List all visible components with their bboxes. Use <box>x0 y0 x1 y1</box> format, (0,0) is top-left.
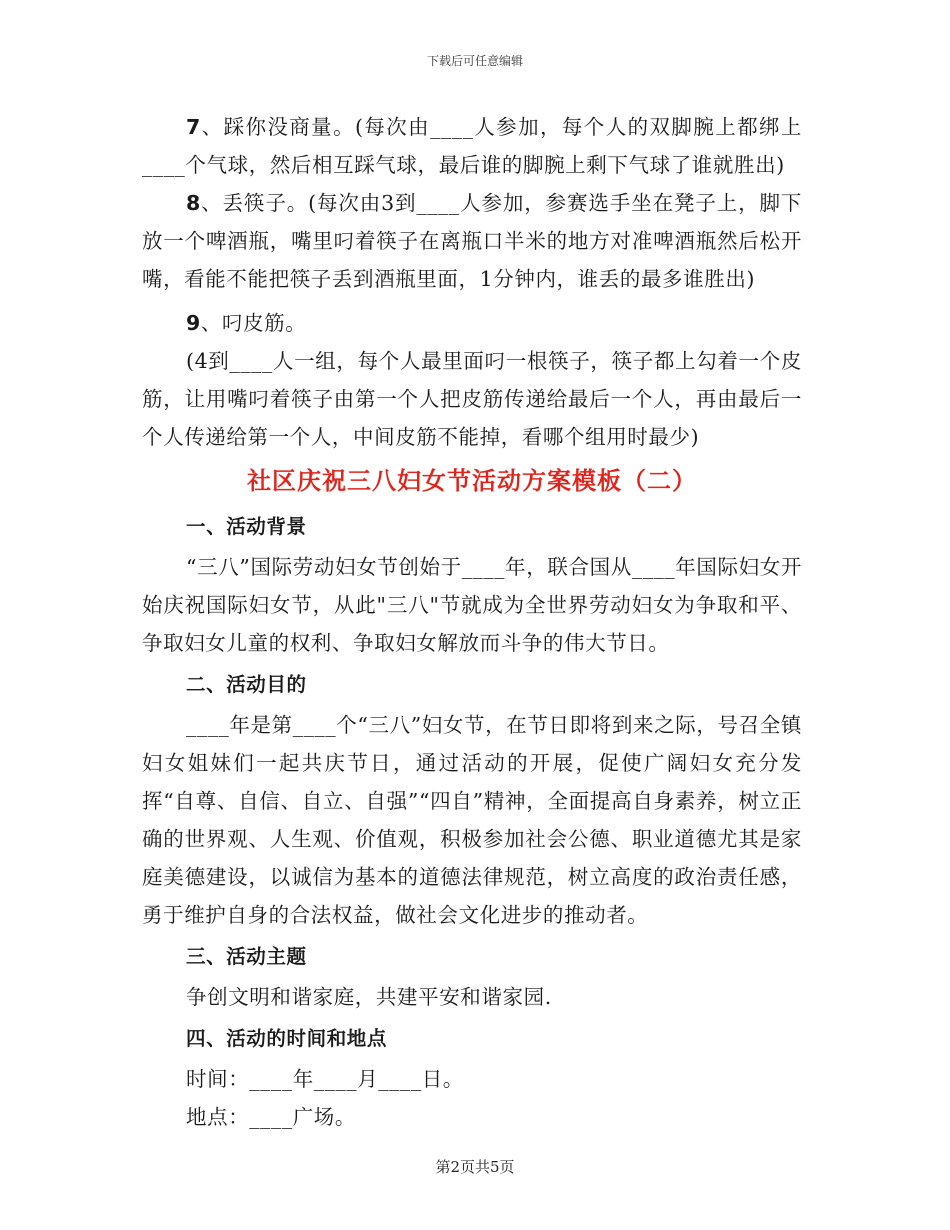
list-item-7 <box>142 108 802 184</box>
section-heading-time-place: 四、活动的时间和地点 <box>186 1027 388 1050</box>
section-place: 地点：____广场。 <box>186 1105 356 1129</box>
section-time: 时间：____年____月____日。 <box>186 1067 464 1091</box>
page-header: 下载后可任意编辑 <box>426 54 523 68</box>
item-number: 7 <box>186 115 201 139</box>
document-title: 社区庆祝三八妇女节活动方案模板（二） <box>247 467 697 495</box>
list-item-9-detail: (4到____人一组，每个人最里面叼一根筷子，筷子都上勾着一个皮筋，让用嘴叼着筷子由第一个人把皮筋传递给最后一个人，再由最后一个人传递给第一个人，中间皮筋不能掉，看哪个组用时最少) <box>142 349 802 449</box>
section-heading-background: 一、活动背景 <box>186 515 307 538</box>
item-text: 、叼皮筋。 <box>200 311 307 335</box>
section-heading-theme: 三、活动主题 <box>186 945 307 968</box>
item-text: 、丢筷子。(每次由3到____人参加，参赛选手坐在凳子上，脚下放一个啤酒瓶，嘴里叼着筷子在离瓶口半米的地方对准啤酒瓶然后松开嘴，看能不能把筷子丢到酒瓶里面，1分钟内，谁丢的最多谁胜出) <box>142 191 802 291</box>
item-text: 、踩你没商量。(每次由____人参加，每个人的双脚腕上都绑上____个气球，然后相互踩气球，最后谁的脚腕上剩下气球了谁就胜出) <box>142 115 802 177</box>
section-body-background: “三八”国际劳动妇女节创始于____年，联合国从____年国际妇女开始庆祝国际妇女节，从此"三八"节就成为全世界劳动妇女为争取和平、争取妇女儿童的权利、争取妇女解放而斗争的伟大节日。 <box>142 555 802 655</box>
item-number: 8 <box>186 191 201 215</box>
section-body-theme: 争创文明和谐家庭，共建平安和谐家园. <box>186 985 552 1009</box>
document-body <box>142 108 802 1136</box>
page-footer: 第2页共5页 <box>435 1158 515 1176</box>
section-body-purpose: ____年是第____个“三八”妇女节，在节日即将到来之际，号召全镇妇女姐妹们一起共庆节日，通过活动的开展，促使广阔妇女充分发挥“自尊、自信、自立、自强”“四自”精神，全面提高自身素养，树立正确的世界观、人生观、价值观，积极参加社会公德、职业道德尤其是家庭美德建设，以诚信为基本的道德法律规范，树立高度的政治责任感，勇于维护自身的合法权益，做社会文化进步的推动者。 <box>142 713 802 927</box>
item-number: 9 <box>186 311 201 335</box>
list-item-8 <box>142 184 802 298</box>
section-heading-purpose: 二、活动目的 <box>186 673 307 696</box>
list-item-9 <box>142 304 802 342</box>
